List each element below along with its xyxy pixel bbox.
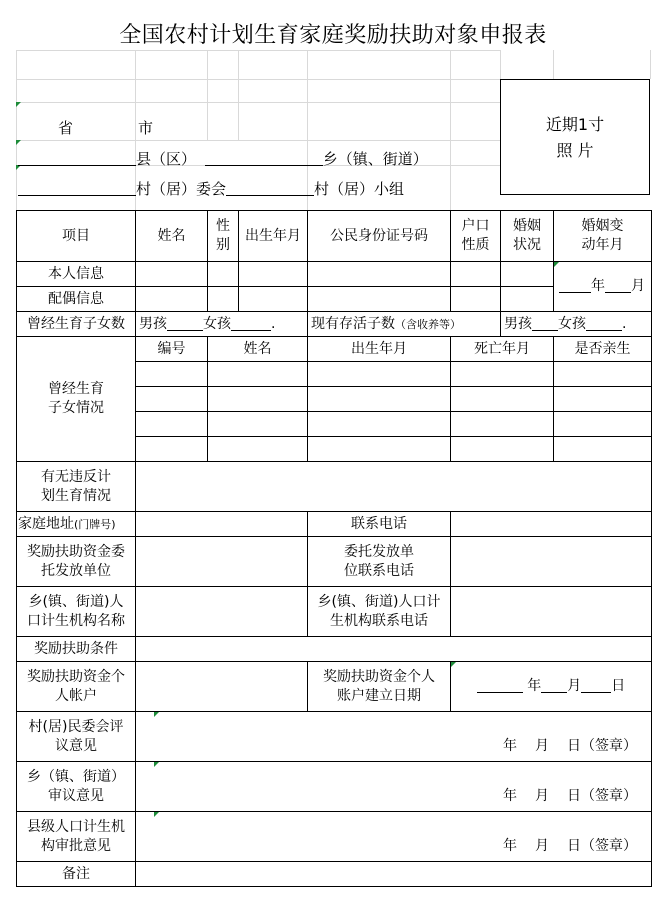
child-death[interactable] <box>451 362 554 387</box>
township-opinion-label <box>17 762 136 812</box>
living-label-cell <box>308 312 501 337</box>
col-gender-2: 别 <box>216 237 230 253</box>
conditions-label: 奖励扶助条件 <box>17 637 136 662</box>
col-name: 姓名 <box>136 211 208 262</box>
agency-name-label <box>17 587 136 637</box>
self-hukou[interactable] <box>451 262 501 287</box>
child-birth[interactable] <box>308 412 451 437</box>
township-label: 乡（镇、街道） <box>322 150 428 168</box>
self-birth[interactable] <box>239 262 308 287</box>
village-opinion-row <box>17 712 652 762</box>
village-opinion-1: 村(居)民委会评 <box>28 718 124 735</box>
phone-value[interactable] <box>451 512 652 537</box>
child-birth[interactable] <box>308 387 451 412</box>
village-group-label: 村（居）小组 <box>314 180 405 198</box>
account-label-2: 人帐户 <box>55 687 97 704</box>
spouse-birth[interactable] <box>239 287 308 312</box>
col-birth: 出生年月 <box>239 211 308 262</box>
township-sign-month: 月 <box>535 788 549 804</box>
entrusted-phone-label <box>308 537 451 587</box>
child-biological[interactable] <box>554 412 652 437</box>
living-label: 现有存活子数 <box>311 315 395 332</box>
self-id[interactable] <box>308 262 451 287</box>
births-row <box>17 312 652 337</box>
county-label: 县（区） <box>136 150 197 168</box>
cell-marker <box>16 102 21 107</box>
cell-marker <box>451 662 456 667</box>
township-opinion-2: 审议意见 <box>48 787 104 804</box>
self-label: 本人信息 <box>17 262 136 287</box>
entrusted-unit-value[interactable] <box>136 537 308 587</box>
cell-marker <box>154 812 159 817</box>
county-opinion-row <box>17 812 652 862</box>
village-sign-year: 年 <box>503 738 517 754</box>
births-boys-label: 男孩 <box>139 315 167 332</box>
child-death[interactable] <box>451 387 554 412</box>
children-col-birth: 出生年月 <box>308 337 451 362</box>
child-biological[interactable] <box>554 437 652 462</box>
living-girls-blank[interactable] <box>586 316 622 331</box>
account-day-blank[interactable] <box>581 678 611 693</box>
child-number[interactable] <box>136 437 208 462</box>
account-year-blank[interactable] <box>477 678 523 693</box>
account-row <box>17 662 652 712</box>
col-id: 公民身份证号码 <box>308 211 451 262</box>
agency-row <box>17 587 652 637</box>
township-opinion-1: 乡（镇、街道） <box>27 768 125 785</box>
county-opinion-2: 构审批意见 <box>41 837 111 854</box>
county-sign-month: 月 <box>535 838 549 854</box>
agency-phone-2: 生机构联系电话 <box>330 612 428 629</box>
violation-label-1: 有无违反计 <box>41 468 111 485</box>
marital-change-date[interactable] <box>554 262 652 312</box>
account-label <box>17 662 136 712</box>
cell-marker <box>154 762 159 767</box>
account-date-label <box>308 662 451 712</box>
marital-change-year-blank[interactable] <box>559 278 591 293</box>
births-boys-blank[interactable] <box>167 316 203 331</box>
living-note: （含收养等） <box>395 317 461 331</box>
entrusted-phone-value[interactable] <box>451 537 652 587</box>
spouse-hukou[interactable] <box>451 287 501 312</box>
photo-label-line1: 近期1寸 <box>545 115 605 134</box>
agency-phone-value[interactable] <box>451 587 652 637</box>
child-number[interactable] <box>136 387 208 412</box>
entrusted-phone-1: 委托发放单 <box>344 543 414 560</box>
county-blank[interactable] <box>18 150 136 166</box>
births-counts[interactable]: 男孩 女孩 . <box>136 312 308 337</box>
entrusted-unit-1: 奖励扶助资金委 <box>27 543 125 560</box>
births-label: 曾经生育子女数 <box>17 312 136 337</box>
account-date-value[interactable] <box>451 662 652 712</box>
col-hukou-2: 性质 <box>461 237 490 253</box>
entrusted-unit-2: 托发放单位 <box>41 562 111 579</box>
living-counts[interactable]: 男孩 女孩 . <box>501 312 652 337</box>
child-birth[interactable] <box>308 437 451 462</box>
col-gender <box>208 211 239 262</box>
account-month: 月 <box>567 678 582 694</box>
col-hukou-1: 户口 <box>461 218 490 234</box>
agency-phone-1: 乡(镇、街道)人口计 <box>317 593 441 610</box>
child-number[interactable] <box>136 362 208 387</box>
county-opinion-label <box>17 812 136 862</box>
county-sign-day: 日（签章） <box>567 838 637 854</box>
agency-name-value[interactable] <box>136 587 308 637</box>
col-marital <box>501 211 554 262</box>
self-gender[interactable] <box>208 262 239 287</box>
violation-row <box>17 462 652 512</box>
births-girls-label: 女孩 <box>203 315 231 332</box>
child-biological[interactable] <box>554 387 652 412</box>
agency-name-2: 口计生机构名称 <box>27 612 125 629</box>
village-committee-label: 村（居）委会 <box>136 180 227 198</box>
cell-marker <box>16 140 21 145</box>
violation-label <box>17 462 136 512</box>
address-value[interactable] <box>136 512 308 537</box>
marital-change-month: 月 <box>631 278 645 294</box>
self-row <box>17 262 652 287</box>
village-sign-day: 日（签章） <box>567 738 637 754</box>
violation-value[interactable] <box>136 462 652 512</box>
county-opinion-1: 县级人口计生机 <box>27 818 125 835</box>
account-label-1: 奖励扶助资金个 <box>27 668 125 685</box>
spouse-gender[interactable] <box>208 287 239 312</box>
child-name[interactable] <box>208 412 308 437</box>
child-death[interactable] <box>451 437 554 462</box>
header-row <box>17 211 652 262</box>
entrusted-row <box>17 537 652 587</box>
children-col-biological: 是否亲生 <box>554 337 652 362</box>
remarks-row <box>17 862 652 887</box>
photo-box[interactable] <box>500 79 650 195</box>
province-label: 省 <box>58 119 74 137</box>
col-item: 项目 <box>17 211 136 262</box>
self-marital[interactable] <box>501 262 554 287</box>
col-hukou <box>451 211 501 262</box>
city-label: 市 <box>138 119 154 137</box>
village-line <box>18 178 404 199</box>
township-sign-day: 日（签章） <box>567 788 637 804</box>
children-col-death: 死亡年月 <box>451 337 554 362</box>
children-col-number: 编号 <box>136 337 208 362</box>
col-gender-1: 性 <box>216 218 230 234</box>
child-birth[interactable] <box>308 362 451 387</box>
child-number[interactable] <box>136 412 208 437</box>
account-month-blank[interactable] <box>541 678 567 693</box>
spouse-name[interactable] <box>136 287 208 312</box>
address-label: 家庭地址 <box>18 515 74 532</box>
living-boys-label: 男孩 <box>504 315 532 332</box>
marital-change-year: 年 <box>591 278 605 294</box>
child-name[interactable] <box>208 387 308 412</box>
address-row <box>17 512 652 537</box>
children-header-row <box>17 337 652 362</box>
application-table <box>16 210 652 887</box>
col-marital-2: 状况 <box>513 237 541 253</box>
village-opinion-label <box>17 712 136 762</box>
children-section-label <box>17 337 136 462</box>
living-girls-label: 女孩 <box>558 315 586 332</box>
child-biological[interactable] <box>554 362 652 387</box>
account-day: 日 <box>611 678 626 694</box>
township-opinion-row <box>17 762 652 812</box>
col-marital-change <box>554 211 652 262</box>
spouse-label: 配偶信息 <box>17 287 136 312</box>
group-blank[interactable] <box>226 180 314 196</box>
remarks-value[interactable] <box>136 862 652 887</box>
col-marital-change-1: 婚姻变 <box>581 218 624 234</box>
address-note: (门牌号) <box>74 517 116 531</box>
village-opinion-value[interactable] <box>136 712 652 762</box>
phone-label: 联系电话 <box>308 512 451 537</box>
self-name[interactable] <box>136 262 208 287</box>
agency-phone-label <box>308 587 451 637</box>
spouse-id[interactable] <box>308 287 451 312</box>
col-marital-change-2: 动年月 <box>581 237 624 253</box>
cell-marker <box>554 262 559 267</box>
township-blank[interactable] <box>205 150 323 166</box>
account-date-1: 奖励扶助资金个人 <box>323 668 435 685</box>
col-marital-1: 婚姻 <box>513 218 541 234</box>
child-death[interactable] <box>451 412 554 437</box>
conditions-value[interactable] <box>136 637 652 662</box>
village-opinion-2: 议意见 <box>55 737 97 754</box>
entrusted-unit-label <box>17 537 136 587</box>
form-title: 全国农村计划生育家庭奖励扶助对象申报表 <box>119 23 547 48</box>
entrusted-phone-2: 位联系电话 <box>344 562 414 579</box>
address-label-cell <box>17 512 136 537</box>
village-blank[interactable] <box>18 180 136 196</box>
violation-label-2: 划生育情况 <box>41 487 111 504</box>
conditions-row <box>17 637 652 662</box>
county-sign-year: 年 <box>503 838 517 854</box>
spouse-marital[interactable] <box>501 287 554 312</box>
account-value[interactable] <box>136 662 308 712</box>
living-boys-blank[interactable] <box>532 316 558 331</box>
county-line <box>18 148 428 169</box>
children-label-2: 子女情况 <box>48 400 104 416</box>
remarks-label: 备注 <box>17 862 136 887</box>
village-sign-month: 月 <box>535 738 549 754</box>
photo-label-line2: 照 片 <box>556 141 594 160</box>
children-col-name: 姓名 <box>208 337 308 362</box>
marital-change-month-blank[interactable] <box>605 278 631 293</box>
child-name[interactable] <box>208 437 308 462</box>
account-date-2: 账户建立日期 <box>337 687 421 704</box>
births-girls-blank[interactable] <box>231 316 271 331</box>
county-opinion-value[interactable] <box>136 812 652 862</box>
agency-name-1: 乡(镇、街道)人 <box>28 593 124 610</box>
township-sign-year: 年 <box>503 788 517 804</box>
children-label-1: 曾经生育 <box>48 381 104 397</box>
cell-marker <box>154 712 159 717</box>
township-opinion-value[interactable] <box>136 762 652 812</box>
child-name[interactable] <box>208 362 308 387</box>
account-year: 年 <box>527 678 542 694</box>
